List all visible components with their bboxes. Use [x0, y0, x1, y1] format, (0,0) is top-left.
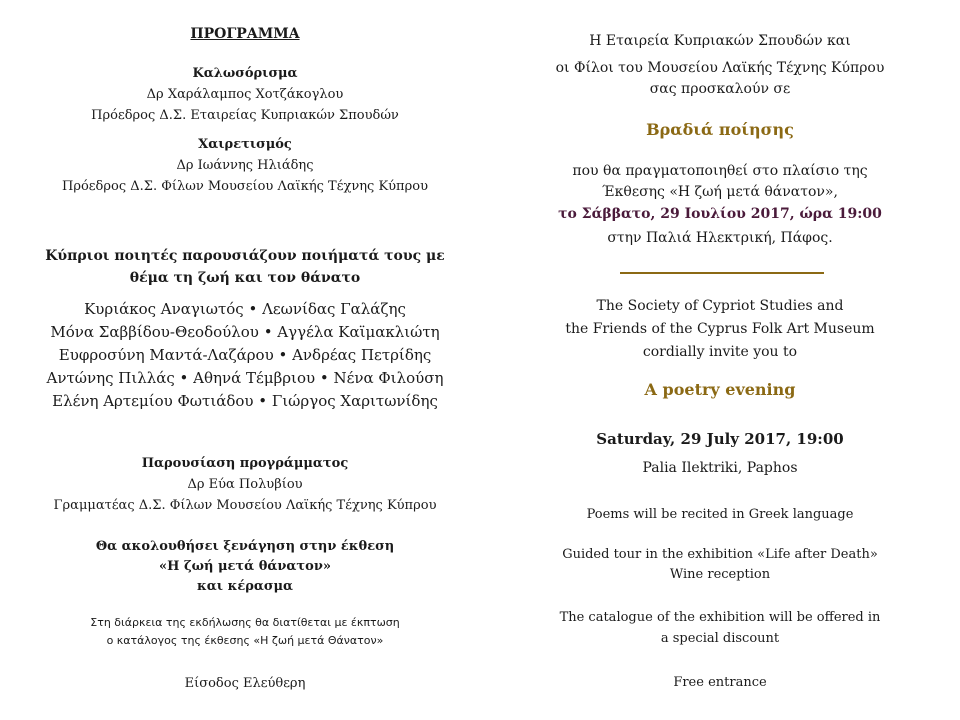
language-note: Poems will be recited in Greek language [586, 507, 854, 522]
tour-line1: Θα ακολουθήσει ξενάγηση στην έκθεση [95, 539, 395, 554]
english-event-title: A poetry evening [644, 380, 796, 399]
english-reception-line: Wine reception [669, 567, 771, 582]
catalogue-line2: ο κατάλογος της έκθεσης «Η ζωή μετά Θάνατον» [106, 634, 384, 647]
poets-line: Κυριάκος Αναγιωτός • Λεωνίδας Γαλάζης [84, 300, 406, 318]
catalogue-line1: Στη διάρκεια της εκδήλωσης θα διατίθεται με έκπτωση [90, 616, 400, 629]
english-tour-line: Guided tour in the exhibition «Life after Death» [562, 547, 878, 562]
greek-hosts-line3: σας προσκαλούν σε [649, 81, 791, 97]
greek-hosts-line2: οι Φίλοι του Μουσείου Λαϊκής Τέχνης Κύπρου [555, 60, 885, 76]
welcome-heading: Καλωσόρισμα [192, 66, 298, 81]
english-entrance: Free entrance [673, 675, 767, 690]
greek-desc-line1: που θα πραγματοποιηθεί στο πλαίσιο της [572, 163, 868, 179]
poets-line: Μόνα Σαββίδου-Θεοδούλου • Αγγέλα Καϊμακλιώτη [50, 323, 440, 341]
english-venue-line: Palia Ilektriki, Paphos [642, 460, 798, 476]
program-title: ΠΡΟΓΡΑΜΜΑ [190, 26, 300, 42]
english-hosts-line2: the Friends of the Cyprus Folk Art Museum [565, 321, 875, 337]
greek-desc-line2: Έκθεσης «Η ζωή μετά θάνατον», [602, 184, 838, 200]
greeting-heading: Χαιρετισμός [198, 137, 292, 152]
english-catalogue-line1: The catalogue of the exhibition will be offered in [559, 610, 881, 625]
english-date-line: Saturday, 29 July 2017, 19:00 [596, 430, 844, 448]
greek-hosts-line1: Η Εταιρεία Κυπριακών Σπουδών και [589, 33, 851, 49]
greeting-speaker: Δρ Ιωάννης Ηλιάδης [176, 158, 314, 173]
presentation-heading: Παρουσίαση προγράμματος [141, 456, 349, 471]
entrance-greek: Είσοδος Ελεύθερη [184, 676, 306, 691]
greeting-role: Πρόεδρος Δ.Σ. Φίλων Μουσείου Λαϊκής Τέχνης Κύπρου [62, 179, 428, 194]
tour-line3: και κέρασμα [197, 579, 293, 594]
welcome-role: Πρόεδρος Δ.Σ. Εταιρείας Κυπριακών Σπουδών [91, 108, 399, 123]
english-hosts-line3: cordially invite you to [642, 344, 798, 360]
welcome-speaker: Δρ Χαράλαμπος Χοτζάκογλου [146, 87, 344, 102]
poets-line: Αντώνης Πιλλάς • Αθηνά Τέμβριου • Νένα Φιλούση [46, 369, 444, 387]
greek-date-line: το Σάββατο, 29 Ιουλίου 2017, ώρα 19:00 [558, 206, 882, 222]
tour-line2: «Η ζωή μετά θάνατον» [159, 559, 331, 574]
presentation-role: Γραμματέας Δ.Σ. Φίλων Μουσείου Λαϊκής Τέχνης Κύπρου [53, 498, 437, 513]
poets-heading-line1: Κύπριοι ποιητές παρουσιάζουν ποιήματά τους με [45, 248, 445, 264]
greek-venue-line: στην Παλιά Ηλεκτρική, Πάφος. [607, 230, 833, 246]
poets-line: Ευφροσύνη Μαντά-Λαζάρου • Ανδρέας Πετρίδης [58, 346, 432, 364]
presentation-speaker: Δρ Εύα Πολυβίου [187, 477, 303, 492]
poets-heading-line2: θέμα τη ζωή και τον θάνατο [129, 270, 361, 286]
poets-line: Ελένη Αρτεμίου Φωτιάδου • Γιώργος Χαριτωνίδης [52, 392, 438, 410]
greek-event-title: Βραδιά ποίησης [646, 120, 794, 139]
english-hosts-line1: The Society of Cypriot Studies and [596, 298, 844, 314]
english-catalogue-line2: a special discount [660, 631, 780, 646]
section-divider [620, 272, 824, 274]
